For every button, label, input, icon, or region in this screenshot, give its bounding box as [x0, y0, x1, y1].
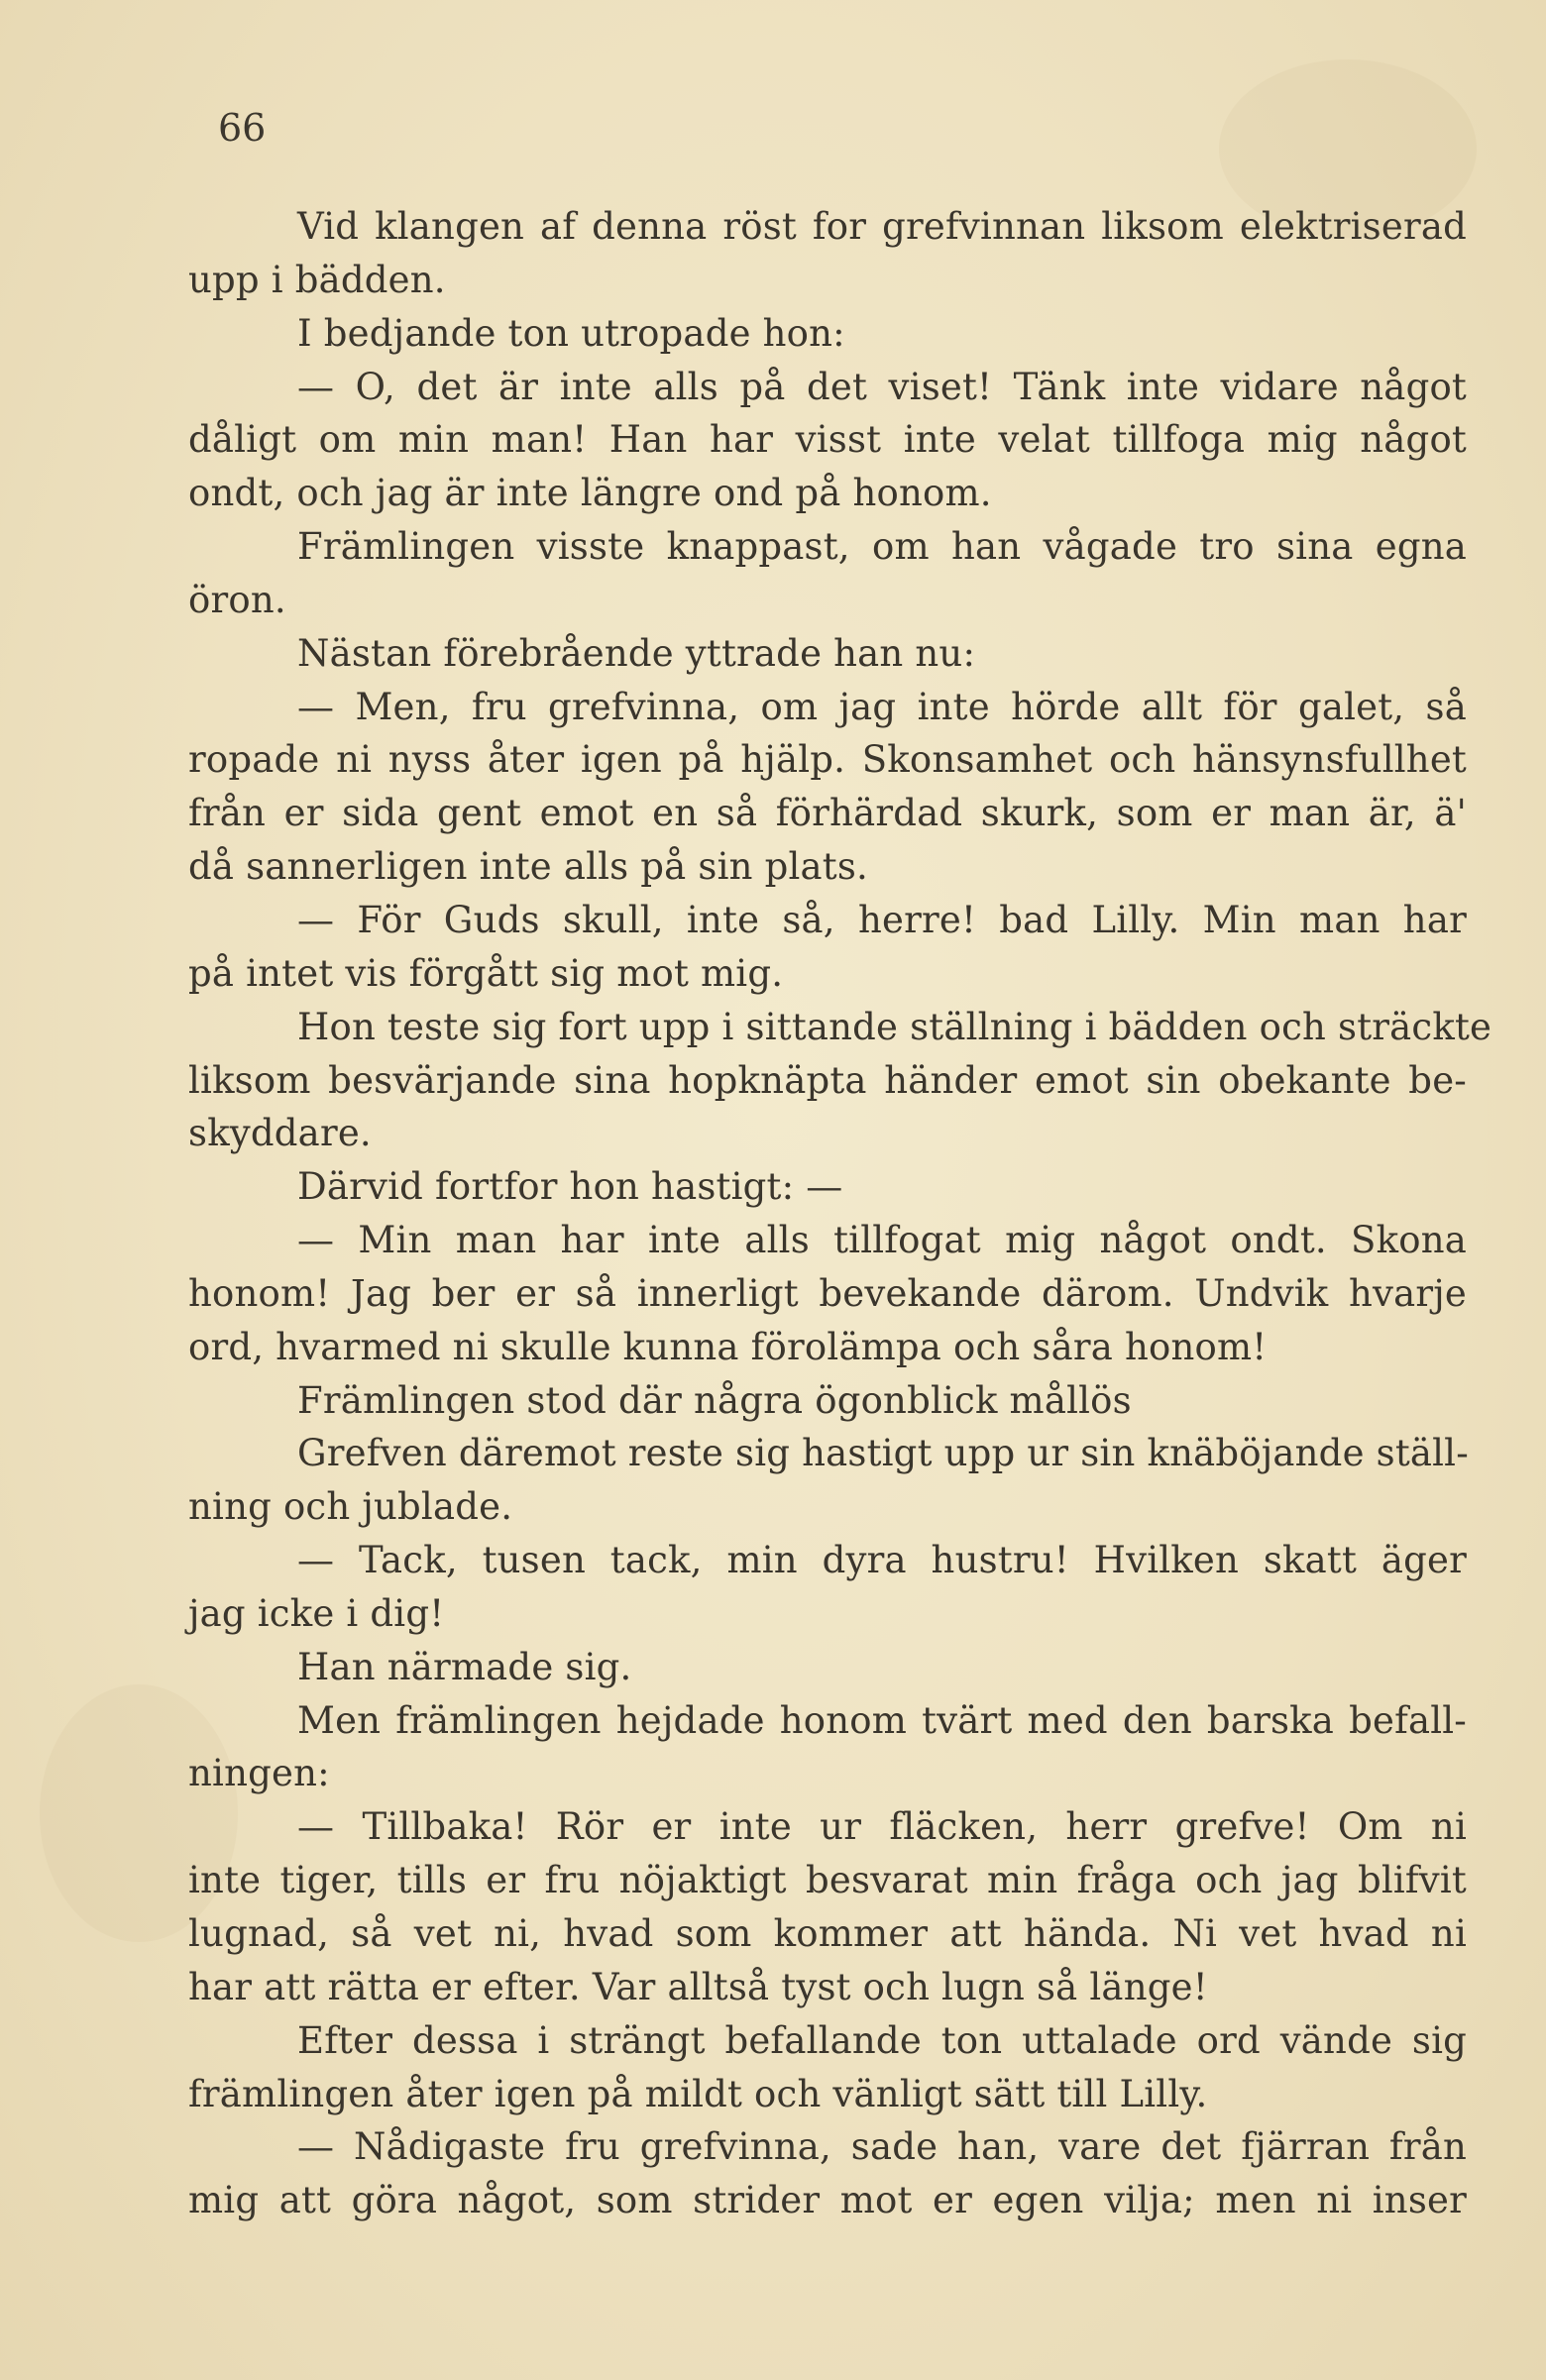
text-line: ropade ni nyss åter igen på hjälp. Skonsamhet och hänsynsfullhet: [188, 738, 1467, 782]
text-line: öron.: [188, 578, 286, 621]
text-line: upp i bädden.: [188, 258, 446, 301]
text-line: Främlingen visste knappast, om han vågade tro sina egna: [297, 525, 1467, 569]
text-line: I bedjande ton utropade hon:: [297, 311, 845, 355]
text-line: ning och jublade.: [188, 1485, 513, 1529]
text-line: inte tiger, tills er fru nöjaktigt besvarat min fråga och jag blifvit: [188, 1859, 1467, 1902]
text-line: Vid klangen af denna röst for grefvinnan liksom elektriserad: [297, 205, 1467, 248]
text-line: ningen:: [188, 1752, 330, 1795]
text-line: ord, hvarmed ni skulle kunna förolämpa och såra honom!: [188, 1325, 1268, 1368]
text-line: Men främlingen hejdade honom tvärt med den barska befall-: [297, 1698, 1467, 1742]
text-line: honom! Jag ber er så innerligt bevekande därom. Undvik hvarje: [188, 1271, 1467, 1315]
text-line: jag icke i dig!: [188, 1591, 445, 1635]
text-line: Efter dessa i strängt befallande ton uttalade ord vände sig: [297, 2018, 1467, 2062]
text-line: — O, det är inte alls på det viset! Tänk inte vidare något: [297, 365, 1467, 408]
text-line: ondt, och jag är inte längre ond på honom.: [188, 472, 992, 515]
text-line: — Tillbaka! Rör er inte ur fläcken, herr grefve! Om ni: [297, 1805, 1467, 1849]
text-line: Grefven däremot reste sig hastigt upp ur sin knäböjande ställ-: [297, 1432, 1469, 1475]
text-line: har att rätta er efter. Var alltså tyst och lugn så länge!: [188, 1965, 1208, 2008]
text-line: Han närmade sig.: [297, 1645, 632, 1688]
text-line: liksom besvärjande sina hopknäpta händer emot sin obekante be-: [188, 1058, 1467, 1102]
text-line: skyddare.: [188, 1112, 372, 1155]
text-line: — Nådigaste fru grefvinna, sade han, vare det fjärran från: [297, 2125, 1467, 2169]
text-line: Hon teste sig fort upp i sittande ställning i bädden och sträckte: [297, 1005, 1492, 1048]
text-line: på intet vis förgått sig mot mig.: [188, 951, 784, 995]
text-line: mig att göra något, som strider mot er egen vilja; men ni inser: [188, 2179, 1467, 2222]
text-line: främlingen åter igen på mildt och vänligt sätt till Lilly.: [188, 2072, 1208, 2115]
text-line: Därvid fortfor hon hastigt: —: [297, 1165, 843, 1209]
text-line: Nästan förebrående yttrade han nu:: [297, 631, 976, 675]
body-text: [188, 200, 1492, 2227]
text-line: från er sida gent emot en så förhärdad skurk, som er man är, ä': [188, 792, 1467, 835]
text-line: — Tack, tusen tack, min dyra hustru! Hvilken skatt äger: [297, 1539, 1467, 1582]
text-line: — Min man har inte alls tillfogat mig något ondt. Skona: [297, 1219, 1467, 1262]
page-number: 66: [218, 106, 267, 150]
text-line: Främlingen stod där några ögonblick mållös: [297, 1378, 1132, 1422]
text-line: dåligt om min man! Han har visst inte velat tillfoga mig något: [188, 418, 1467, 462]
text-line: då sannerligen inte alls på sin plats.: [188, 845, 869, 889]
text-line: — För Guds skull, inte så, herre! bad Lilly. Min man har: [297, 898, 1467, 941]
text-line: — Men, fru grefvinna, om jag inte hörde allt för galet, så: [297, 685, 1467, 728]
text-line: lugnad, så vet ni, hvad som kommer att hända. Ni vet hvad ni: [188, 1912, 1467, 1955]
